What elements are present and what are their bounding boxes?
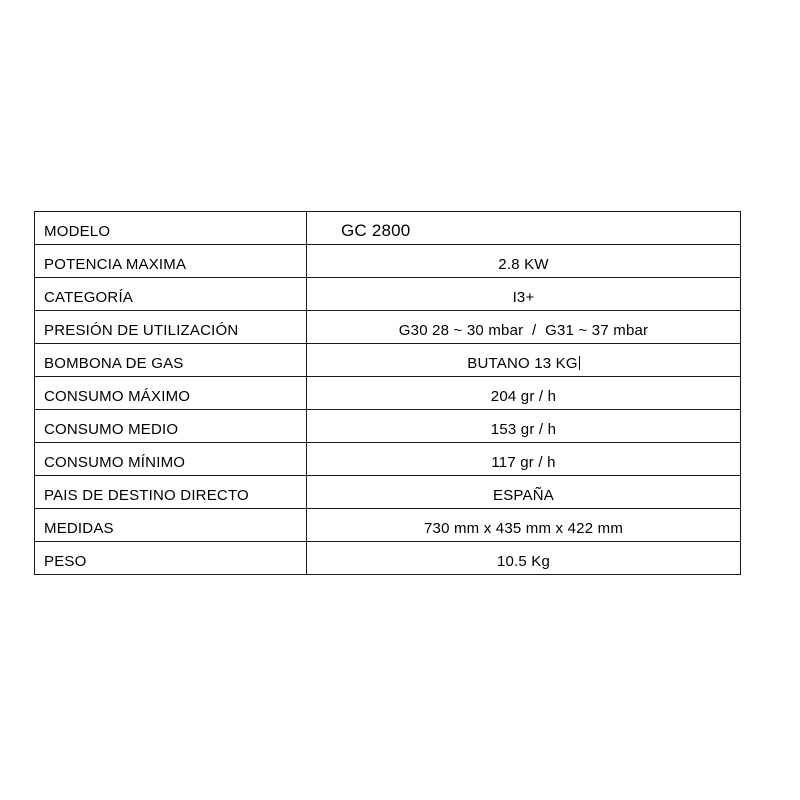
row-label: CONSUMO MÁXIMO xyxy=(35,377,307,410)
row-value: 204 gr / h xyxy=(307,377,741,410)
table-row-consumo-minimo xyxy=(35,443,741,476)
row-label: POTENCIA MAXIMA xyxy=(35,245,307,278)
row-value: 153 gr / h xyxy=(307,410,741,443)
spec-table xyxy=(34,211,741,575)
table-row-consumo-maximo xyxy=(35,377,741,410)
row-label: CATEGORÍA xyxy=(35,278,307,311)
row-label: CONSUMO MÍNIMO xyxy=(35,443,307,476)
row-label: PESO xyxy=(35,542,307,575)
table-row-bombona xyxy=(35,344,741,377)
row-label: PRESIÓN DE UTILIZACIÓN xyxy=(35,311,307,344)
table-row-potencia-maxima xyxy=(35,245,741,278)
row-value-cell[interactable] xyxy=(307,344,741,377)
table-row-pais-destino xyxy=(35,476,741,509)
text-cursor xyxy=(579,356,580,370)
row-label: BOMBONA DE GAS xyxy=(35,344,307,377)
table-row-categoria xyxy=(35,278,741,311)
table-row-consumo-medio xyxy=(35,410,741,443)
row-value: ESPAÑA xyxy=(307,476,741,509)
table-row-modelo xyxy=(35,212,741,245)
row-value: GC 2800 xyxy=(307,212,741,245)
row-value: 730 mm x 435 mm x 422 mm xyxy=(307,509,741,542)
row-value: 2.8 KW xyxy=(307,245,741,278)
table-row-peso xyxy=(35,542,741,575)
row-label: MODELO xyxy=(35,212,307,245)
table-row-presion xyxy=(35,311,741,344)
row-value: 10.5 Kg xyxy=(307,542,741,575)
row-value: G30 28 ~ 30 mbar / G31 ~ 37 mbar xyxy=(307,311,741,344)
row-value: I3+ xyxy=(307,278,741,311)
table-row-medidas xyxy=(35,509,741,542)
row-value: BUTANO 13 KG xyxy=(467,355,578,372)
row-label: CONSUMO MEDIO xyxy=(35,410,307,443)
row-value: 117 gr / h xyxy=(307,443,741,476)
row-label: MEDIDAS xyxy=(35,509,307,542)
row-label: PAIS DE DESTINO DIRECTO xyxy=(35,476,307,509)
